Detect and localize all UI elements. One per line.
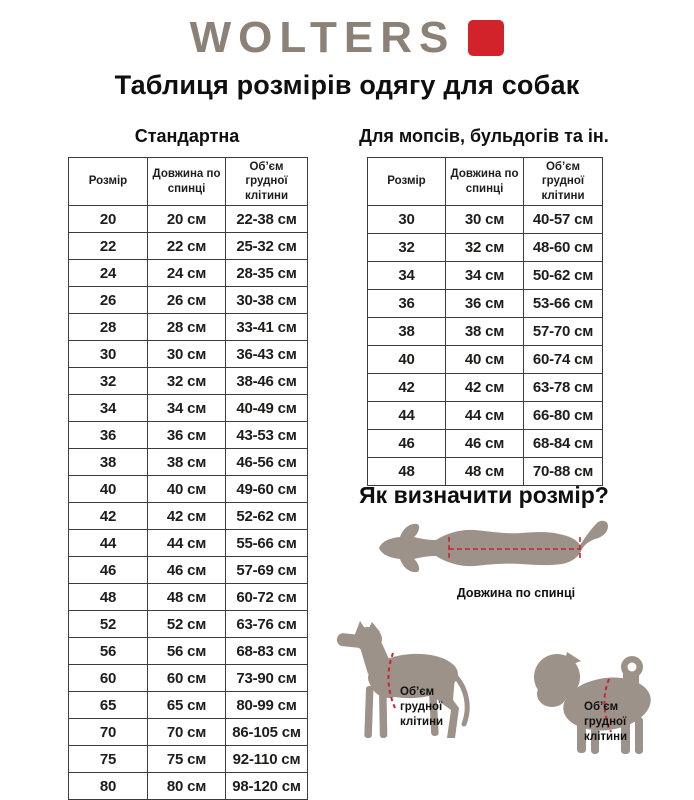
chest-girth-label-large-dog: Об’єм грудної клітини: [400, 686, 444, 728]
table-row: [69, 746, 308, 773]
table-cell: 40 см: [446, 346, 524, 374]
pugs-size-table: [367, 157, 603, 486]
dog-top-view-silhouette: [379, 521, 608, 572]
table-cell: 30-38 см: [226, 287, 308, 314]
table-cell: 80-99 см: [226, 692, 308, 719]
table-cell: 25-32 см: [226, 233, 308, 260]
table-row: [69, 260, 308, 287]
table-cell: 40 см: [148, 476, 226, 503]
table-row: [368, 318, 603, 346]
table-cell: 28 см: [148, 314, 226, 341]
table-row: [69, 476, 308, 503]
table-row: [69, 206, 308, 233]
chest-girth-label-bulldog: Об’єм грудної клітини: [584, 701, 628, 743]
table-row: [368, 262, 603, 290]
table-row: [69, 449, 308, 476]
table-cell: 56 см: [148, 638, 226, 665]
table-cell: 44 см: [446, 402, 524, 430]
table-cell: 20: [69, 206, 148, 233]
table-cell: 73-90 см: [226, 665, 308, 692]
table-cell: 42 см: [446, 374, 524, 402]
table-cell: 30 см: [148, 341, 226, 368]
table-row: [368, 234, 603, 262]
table-row: [69, 665, 308, 692]
table-row: [69, 773, 308, 800]
bulldog-tail-curl-hole: [628, 663, 637, 672]
column-header: Об’єм грудної клітини: [524, 158, 603, 206]
pugs-table-title: Для мопсів, бульдогів та ін.: [359, 126, 609, 146]
table-cell: 30 см: [446, 206, 524, 234]
table-cell: 42: [368, 374, 446, 402]
table-row: [69, 233, 308, 260]
table-cell: 30: [368, 206, 446, 234]
table-cell: 48 см: [148, 584, 226, 611]
table-cell: 46: [69, 557, 148, 584]
brand-logo: [0, 13, 694, 62]
table-cell: 46-56 см: [226, 449, 308, 476]
table-cell: 32: [368, 234, 446, 262]
table-cell: 34: [368, 262, 446, 290]
table-row: [69, 638, 308, 665]
table-cell: 46 см: [148, 557, 226, 584]
table-cell: 38-46 см: [226, 368, 308, 395]
table-cell: 63-78 см: [524, 374, 603, 402]
table-cell: 28: [69, 314, 148, 341]
table-cell: 36 см: [148, 422, 226, 449]
dog-top-view-illustration: [377, 512, 623, 584]
table-row: [69, 287, 308, 314]
table-cell: 36: [368, 290, 446, 318]
table-cell: 36-43 см: [226, 341, 308, 368]
table-cell: 92-110 см: [226, 746, 308, 773]
column-header: Довжина по спинці: [148, 158, 226, 206]
table-cell: 40-57 см: [524, 206, 603, 234]
table-cell: 70: [69, 719, 148, 746]
table-row: [368, 290, 603, 318]
table-cell: 34: [69, 395, 148, 422]
table-cell: 36: [69, 422, 148, 449]
table-row: [368, 430, 603, 458]
table-row: [69, 314, 308, 341]
header-row: [368, 158, 603, 206]
table-row: [368, 402, 603, 430]
table-cell: 33-41 см: [226, 314, 308, 341]
table-cell: 22 см: [148, 233, 226, 260]
table-cell: 38 см: [446, 318, 524, 346]
table-cell: 32 см: [446, 234, 524, 262]
table-cell: 49-60 см: [226, 476, 308, 503]
table-cell: 46: [368, 430, 446, 458]
table-cell: 44: [368, 402, 446, 430]
table-cell: 52: [69, 611, 148, 638]
table-cell: 60-74 см: [524, 346, 603, 374]
table-cell: 65 см: [148, 692, 226, 719]
table-row: [69, 530, 308, 557]
how-to-heading: Як визначити розмір?: [359, 482, 609, 508]
table-row: [69, 557, 308, 584]
table-row: [69, 503, 308, 530]
table-cell: 60-72 см: [226, 584, 308, 611]
table-cell: 70 см: [148, 719, 226, 746]
table-cell: 55-66 см: [226, 530, 308, 557]
table-cell: 53-66 см: [524, 290, 603, 318]
table-cell: 75: [69, 746, 148, 773]
table-cell: 34 см: [446, 262, 524, 290]
table-cell: 66-80 см: [524, 402, 603, 430]
table-cell: 57-70 см: [524, 318, 603, 346]
table-row: [368, 206, 603, 234]
table-cell: 40-49 см: [226, 395, 308, 422]
table-row: [69, 611, 308, 638]
brand-logo-text: WOLTERS: [189, 13, 456, 62]
table-cell: 24 см: [148, 260, 226, 287]
table-row: [368, 374, 603, 402]
table-cell: 32: [69, 368, 148, 395]
table-cell: 48 см: [446, 458, 524, 486]
page-title: Таблиця розмірів одягу для собак: [114, 70, 580, 100]
table-cell: 75 см: [148, 746, 226, 773]
table-cell: 52-62 см: [226, 503, 308, 530]
table-cell: 44 см: [148, 530, 226, 557]
table-cell: 70-88 см: [524, 458, 603, 486]
table-cell: 63-76 см: [226, 611, 308, 638]
table-cell: 34 см: [148, 395, 226, 422]
brand-logo-red-square: [468, 20, 504, 56]
table-cell: 38: [69, 449, 148, 476]
table-cell: 40: [69, 476, 148, 503]
table-cell: 28-35 см: [226, 260, 308, 287]
table-cell: 48-60 см: [524, 234, 603, 262]
table-cell: 24: [69, 260, 148, 287]
table-cell: 43-53 см: [226, 422, 308, 449]
table-cell: 42 см: [148, 503, 226, 530]
table-cell: 32 см: [148, 368, 226, 395]
table-cell: 46 см: [446, 430, 524, 458]
table-cell: 44: [69, 530, 148, 557]
table-cell: 68-84 см: [524, 430, 603, 458]
table-row: [69, 692, 308, 719]
table-cell: 60 см: [148, 665, 226, 692]
table-cell: 20 см: [148, 206, 226, 233]
table-row: [69, 368, 308, 395]
table-cell: 38 см: [148, 449, 226, 476]
column-header: Розмір: [368, 158, 446, 206]
standard-size-table: [68, 157, 308, 800]
table-row: [69, 395, 308, 422]
table-cell: 57-69 см: [226, 557, 308, 584]
table-cell: 22: [69, 233, 148, 260]
table-cell: 30: [69, 341, 148, 368]
table-cell: 38: [368, 318, 446, 346]
table-cell: 36 см: [446, 290, 524, 318]
back-length-label: Довжина по спинці: [456, 586, 576, 600]
column-header: Розмір: [69, 158, 148, 206]
table-cell: 68-83 см: [226, 638, 308, 665]
table-cell: 65: [69, 692, 148, 719]
table-row: [69, 422, 308, 449]
column-header: Об’єм грудної клітини: [226, 158, 308, 206]
table-cell: 80: [69, 773, 148, 800]
table-cell: 22-38 см: [226, 206, 308, 233]
table-cell: 26 см: [148, 287, 226, 314]
table-row: [69, 719, 308, 746]
standard-table-title: Стандартна: [134, 126, 240, 146]
column-header: Довжина по спинці: [446, 158, 524, 206]
table-cell: 60: [69, 665, 148, 692]
table-row: [368, 346, 603, 374]
table-cell: 86-105 см: [226, 719, 308, 746]
table-cell: 26: [69, 287, 148, 314]
table-cell: 98-120 см: [226, 773, 308, 800]
table-cell: 80 см: [148, 773, 226, 800]
table-cell: 42: [69, 503, 148, 530]
table-cell: 56: [69, 638, 148, 665]
table-cell: 52 см: [148, 611, 226, 638]
header-row: [69, 158, 308, 206]
table-row: [69, 341, 308, 368]
table-cell: 50-62 см: [524, 262, 603, 290]
table-cell: 48: [368, 458, 446, 486]
table-cell: 40: [368, 346, 446, 374]
table-cell: 48: [69, 584, 148, 611]
table-row: [69, 584, 308, 611]
